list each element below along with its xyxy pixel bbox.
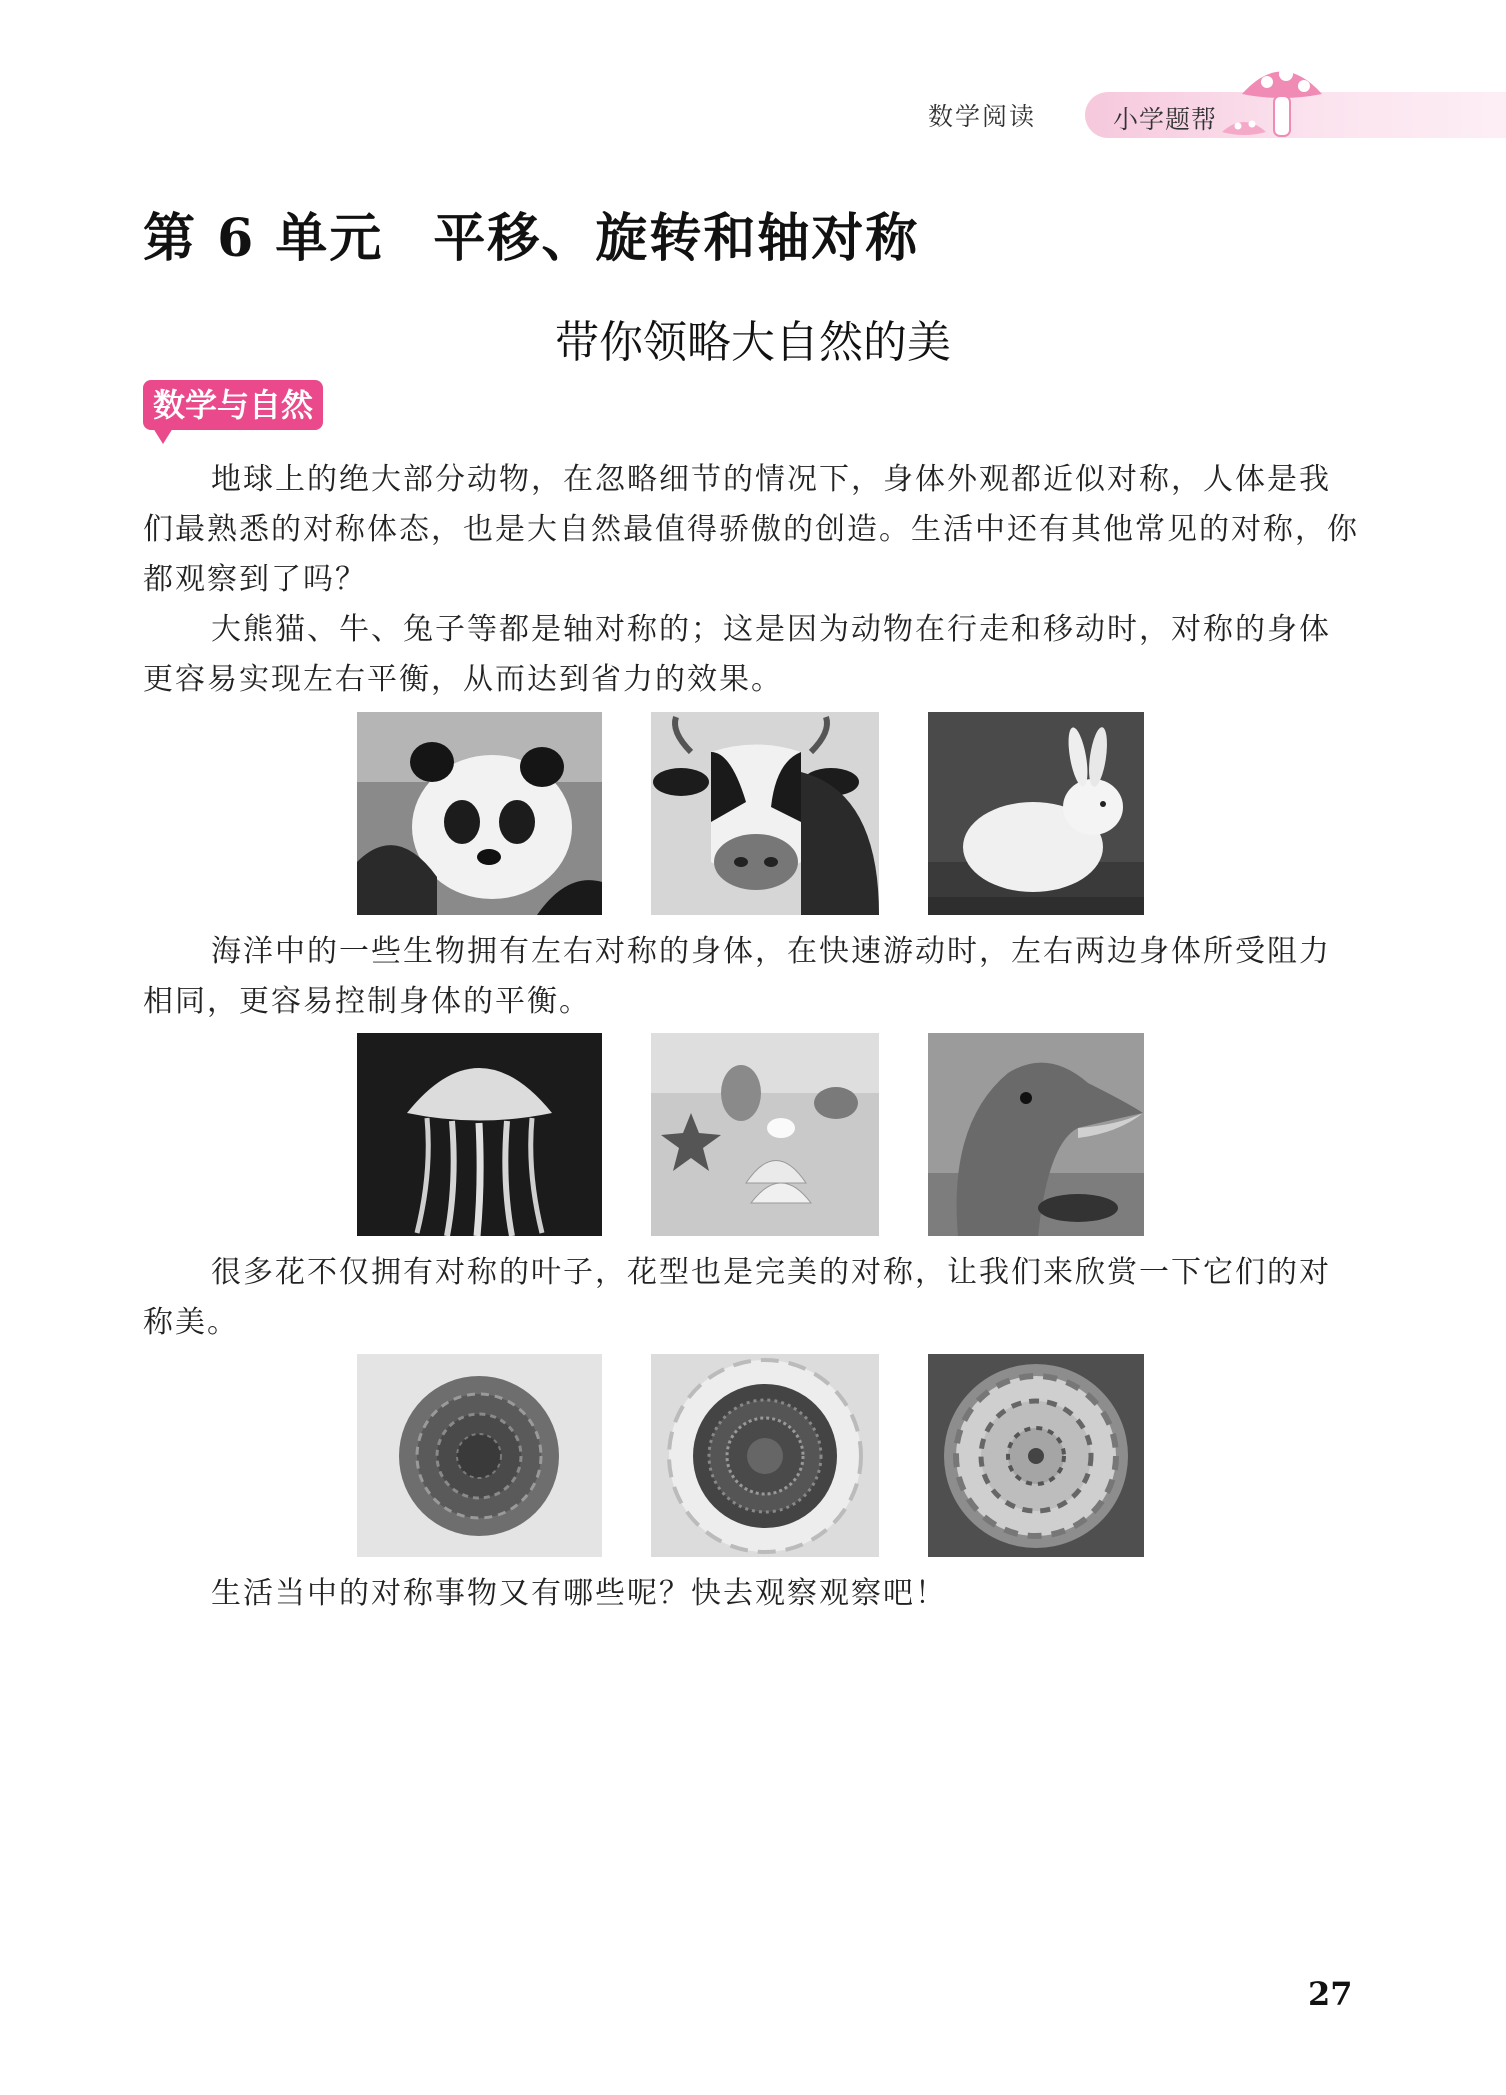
paragraph-sea: 海洋中的一些生物拥有左右对称的身体，在快速游动时，左右两边身体所受阻力相同，更容易控制身体的平衡。 bbox=[143, 934, 1331, 1019]
dahlia-photo bbox=[357, 1354, 602, 1557]
book-title: 数学阅读 bbox=[928, 102, 1037, 131]
article-title: 带你领略大自然的美 bbox=[555, 317, 951, 368]
cow-photo bbox=[651, 712, 879, 915]
panda-photo bbox=[357, 712, 602, 915]
header-band-label: 小学题帮 bbox=[1113, 105, 1218, 134]
sunflower-photo bbox=[651, 1354, 879, 1557]
rabbit-photo bbox=[928, 712, 1144, 915]
dolphin-photo bbox=[928, 1033, 1144, 1236]
unit-topic: 平移、旋转和轴对称 bbox=[433, 208, 920, 269]
unit-number: 第 6 单元 bbox=[143, 208, 384, 269]
section-tag: 数学与自然 bbox=[143, 380, 323, 430]
mushroom-icon bbox=[1222, 54, 1342, 154]
paragraph-animals: 大熊猫、牛、兔子等都是轴对称的；这是因为动物在行走和移动时，对称的身体更容易实现左右平衡，从而达到省力的效果。 bbox=[143, 612, 1331, 697]
seashells-photo bbox=[651, 1033, 879, 1236]
paragraph-closing: 生活当中的对称事物又有哪些呢？快去观察观察吧！ bbox=[211, 1576, 947, 1611]
jellyfish-photo bbox=[357, 1033, 602, 1236]
paragraph-flowers: 很多花不仅拥有对称的叶子，花型也是完美的对称，让我们来欣赏一下它们的对称美。 bbox=[143, 1255, 1331, 1340]
paragraph-intro: 地球上的绝大部分动物，在忽略细节的情况下，身体外观都近似对称，人体是我们最熟悉的对称体态，也是大自然最值得骄傲的创造。生活中还有其他常见的对称，你都观察到了吗？ bbox=[143, 462, 1359, 597]
succulent-flower-photo bbox=[928, 1354, 1144, 1557]
page-number: 27 bbox=[1308, 1975, 1353, 2013]
unit-title bbox=[143, 196, 919, 271]
